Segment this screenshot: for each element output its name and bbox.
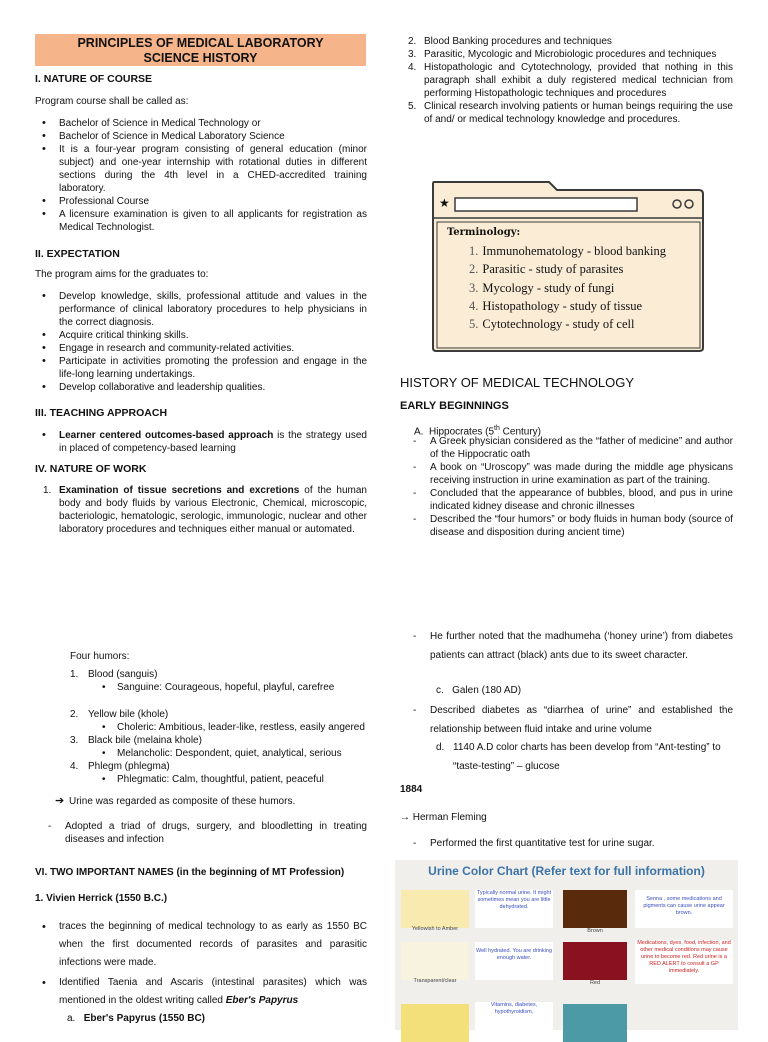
galen-text: Galen (180 AD) — [452, 685, 522, 696]
list-item — [35, 484, 367, 536]
list-item: - Described the “four humors” or body fluids in human body (source of disease and disposition during ancient time) — [410, 513, 733, 539]
sub-item-a — [67, 1012, 205, 1025]
arrow-right-icon: ➔ — [55, 795, 65, 807]
humor-name: Blood (sanguis) — [88, 669, 158, 680]
page-title — [35, 34, 366, 66]
terminology-list — [469, 242, 666, 333]
hippocrates-points — [410, 435, 733, 539]
term-number: 5. — [469, 317, 479, 332]
color-swatch — [401, 890, 469, 928]
list-item: - He further noted that the madhumeha (‘honey urine’) from diabetes patients can attract (black) ants due to its sweet character. — [410, 628, 733, 665]
history-heading: HISTORY OF MEDICAL TECHNOLOGY — [400, 375, 635, 390]
humor-desc: Phlegmatic: Calm, thoughtful, patient, peaceful — [117, 774, 324, 785]
teaching-bold: Learner centered outcomes-based approach — [59, 430, 274, 441]
fleming-points — [410, 837, 733, 850]
humor-item — [70, 668, 367, 681]
humor-number: 4. — [70, 761, 79, 772]
color-swatch — [401, 1004, 469, 1042]
color-description: Vitamins, diabetes, hypothyroidism, — [475, 1002, 553, 1032]
color-description: Well hydrated. You are drinking enough water. — [475, 942, 553, 980]
term-text: Immunohematology - blood banking — [482, 244, 667, 258]
title-line-1: PRINCIPLES OF MEDICAL LABORATORY — [77, 36, 324, 50]
list-item — [469, 260, 666, 278]
color-swatch — [563, 890, 627, 928]
star-icon: ★ — [439, 196, 450, 210]
humor-name: Yellow bile (khole) — [88, 709, 169, 720]
list-item: • Develop knowledge, skills, professional attitude and values in the performance of clinical laboratory procedures to help physicians in the correct diagnosis. — [35, 290, 367, 329]
bullet-icon: • — [102, 722, 106, 733]
heading-teaching-approach: III. TEACHING APPROACH — [35, 407, 168, 419]
humor-item — [70, 734, 367, 747]
list-item: - A book on “Uroscopy” was made during the middle age physicans receiving instruction in urine examination as part of the training. — [410, 461, 733, 487]
humors-arrow-row — [55, 795, 381, 808]
swatch-label: Brown — [587, 928, 603, 934]
expectation-list — [35, 290, 367, 394]
term-text: Histopathology - study of tissue — [482, 298, 643, 313]
chart-title: Urine Color Chart (Refer text for full information) — [428, 864, 705, 878]
humor-item — [70, 760, 367, 773]
list-item — [469, 279, 666, 297]
names-list — [35, 918, 367, 1010]
item-number: 4. — [408, 62, 417, 73]
madhumeha-list — [410, 628, 733, 665]
list-item: - Described diabetes as “diarrhea of urine” and established the relationship between fluid intake and urine volume — [410, 702, 733, 739]
list-item: • Engage in research and community-related activities. — [35, 342, 367, 355]
bullet-icon: • — [102, 682, 106, 693]
year-1884: 1884 — [400, 784, 423, 795]
teaching-rest: is the strategy used in placed of competency-based learning — [59, 430, 367, 454]
nature-course-intro: Program course shall be called as: — [35, 96, 189, 107]
color-description: Medications, dyes, food, infection, and other medical conditions may cause urine to become red. Red urine is a RED ALERT to consult a GP immediately. — [635, 940, 733, 984]
b2-text: Identified Taenia and Ascaris (intestinal parasites) which was mentioned in the oldest writing called — [59, 977, 367, 1006]
term-number: 1. — [469, 244, 479, 258]
item-number: 5. — [408, 101, 417, 112]
chart-row — [395, 886, 738, 934]
item-number: 1. — [43, 485, 52, 496]
work-rest: of the human body and body fluids by various Electronic, Chemical, microscopic, bacteriologic, hematologic, serologic, immunologic, nuclear and other laboratory procedures and techniques either manual or automated. — [59, 485, 367, 535]
item-letter: A. — [414, 426, 424, 438]
heading-expectation: II. EXPECTATION — [35, 248, 120, 260]
sub-text: Eber's Papyrus (1550 BC) — [83, 1013, 206, 1024]
humor-number: 3. — [70, 735, 79, 746]
term-number: 3. — [469, 280, 479, 295]
list-item — [400, 61, 733, 100]
work-bold: Examination of tissue secretions and excretions — [59, 485, 300, 496]
list-item: • Professional Course — [35, 195, 367, 208]
list-item: - A Greek physician considered as the “father of medicine” and author of the Hippocratic oath — [410, 435, 733, 461]
color-swatch — [401, 942, 469, 980]
swatch-label: Yellowish to Amber — [411, 926, 459, 932]
chart-row — [395, 938, 738, 986]
humor-desc-row — [70, 681, 367, 694]
hippocrates-text: Hippocrates (5 — [429, 426, 495, 438]
humor-name: Phlegm (phlegma) — [88, 761, 170, 772]
color-description: Senna , some medications and pigments can cause urine appear brown. — [635, 890, 733, 928]
bullet-icon: • — [102, 774, 106, 785]
humor-desc-row — [70, 747, 367, 760]
nature-course-list — [35, 117, 367, 234]
humors-title: Four humors: — [70, 651, 130, 662]
item-text: Histopathologic and Cytotechnology, provided that nothing in this paragraph shall exhibit a duly registered medical technician from performing Histopathologic techniques and procedures — [424, 62, 733, 99]
item-letter: c. — [436, 685, 444, 696]
list-item: • traces the beginning of medical technology to as early as 1550 BC when the first documented records of parasites and parasitic infections were made. — [35, 918, 367, 972]
bullet-icon: • — [102, 748, 106, 759]
list-item — [469, 297, 666, 315]
item-number: 2. — [408, 36, 417, 47]
list-item: - Concluded that the appearance of bubbles, blood, and pus in urine indicated kidney disease and chronic illnesses — [410, 487, 733, 513]
color-swatch — [563, 1004, 627, 1042]
urine-color-chart — [395, 860, 738, 1030]
humor-desc-row — [70, 721, 367, 734]
list-item: - Performed the first quantitative test for urine sugar. — [410, 837, 733, 850]
list-item: • Bachelor of Science in Medical Laboratory Science — [35, 130, 367, 143]
humor-desc-row — [70, 773, 367, 786]
term-text: Mycology - study of fungi — [482, 280, 615, 295]
item-number: 3. — [408, 49, 417, 60]
early-beginnings-heading: EARLY BEGINNINGS — [400, 400, 509, 412]
humor-number: 2. — [70, 709, 79, 720]
galen-points — [410, 702, 733, 739]
humors-dash-list — [45, 820, 367, 846]
vivien-herrick-heading: 1. Vivien Herrick (1550 B.C.) — [35, 893, 168, 904]
term-number: 4. — [469, 298, 479, 313]
list-item: - Adopted a triad of drugs, surgery, and bloodletting in treating diseases and infection — [45, 820, 367, 846]
list-item: • Bachelor of Science in Medical Technology or — [35, 117, 367, 130]
term-text: Cytotechnology - study of cell — [482, 317, 635, 332]
list-item: • Participate in activities promoting the profession and engage in the life-long learning undertakings. — [35, 355, 367, 381]
item-letter: d. — [436, 742, 445, 753]
chart-row — [395, 990, 738, 1038]
work-list-continued — [400, 35, 733, 126]
heading-nature-of-course: I. NATURE OF COURSE — [35, 73, 153, 85]
humor-desc: Choleric: Ambitious, leader-like, restless, easily angered — [117, 722, 365, 733]
list-item: • Acquire critical thinking skills. — [35, 329, 367, 342]
humor-item — [70, 708, 367, 721]
work-list — [35, 484, 367, 536]
list-item: • A licensure examination is given to all applicants for registration as Medical Technologist. — [35, 208, 367, 234]
list-item — [35, 974, 367, 1010]
item-text: Blood Banking procedures and techniques — [424, 36, 612, 47]
humor-name: Black bile (melaina khole) — [88, 735, 202, 746]
galen-item — [436, 684, 521, 697]
terminology-card — [431, 178, 704, 353]
humor-number: 1. — [70, 669, 79, 680]
ebers-papyrus: Eber's Papyrus — [225, 995, 299, 1006]
terminology-label: Terminology: — [447, 227, 521, 238]
heading-two-names: VI. TWO IMPORTANT NAMES (in the beginning of MT Profession) — [35, 867, 345, 878]
list-item — [469, 242, 666, 260]
title-line-2: SCIENCE HISTORY — [143, 51, 258, 65]
humor-desc: Melancholic: Despondent, quiet, analytical, serious — [117, 748, 342, 759]
superscript: th — [494, 425, 500, 432]
color-charts-item — [436, 739, 733, 776]
humors-arrow-text: Urine was regarded as composite of these humors. — [69, 796, 296, 807]
swatch-label: Red — [589, 980, 601, 986]
list-item: • Develop collaborative and leadership qualities. — [35, 381, 367, 394]
list-item — [400, 100, 733, 126]
heading-nature-of-work: IV. NATURE OF WORK — [35, 463, 147, 475]
list-item — [400, 35, 733, 48]
color-description: Typically normal urine. It might sometimes mean you are little dehydrated. — [475, 890, 553, 928]
sub-letter: a. — [67, 1013, 76, 1024]
teaching-list — [35, 429, 367, 455]
term-number: 2. — [469, 262, 479, 277]
humor-desc: Sanguine: Courageous, hopeful, playful, carefree — [117, 682, 335, 693]
item-text: Clinical research involving patients or human beings requiring the use of and/ or medical technology knowledge and procedures. — [424, 101, 733, 125]
list-item — [400, 48, 733, 61]
herman-fleming: → Herman Fleming — [400, 812, 487, 823]
list-item — [35, 429, 367, 455]
swatch-label: Transparent/clear — [413, 978, 457, 984]
list-item: • It is a four-year program consisting of general education (minor subject) and one-year internship with rotational duties in different sections during the 4th level in a CHED-accredited training laboratory. — [35, 143, 367, 195]
list-item — [469, 315, 666, 333]
hippocrates-after: Century) — [499, 426, 542, 438]
expectation-intro: The program aims for the graduates to: — [35, 269, 209, 280]
color-charts-text: 1140 A.D color charts has been develop from “Ant-testing” to “taste-testing” – glucose — [453, 742, 721, 772]
item-text: Parasitic, Mycologic and Microbiologic procedures and techniques — [424, 49, 717, 60]
color-swatch — [563, 942, 627, 980]
humors-list — [70, 668, 367, 786]
term-text: Parasitic - study of parasites — [482, 262, 624, 277]
